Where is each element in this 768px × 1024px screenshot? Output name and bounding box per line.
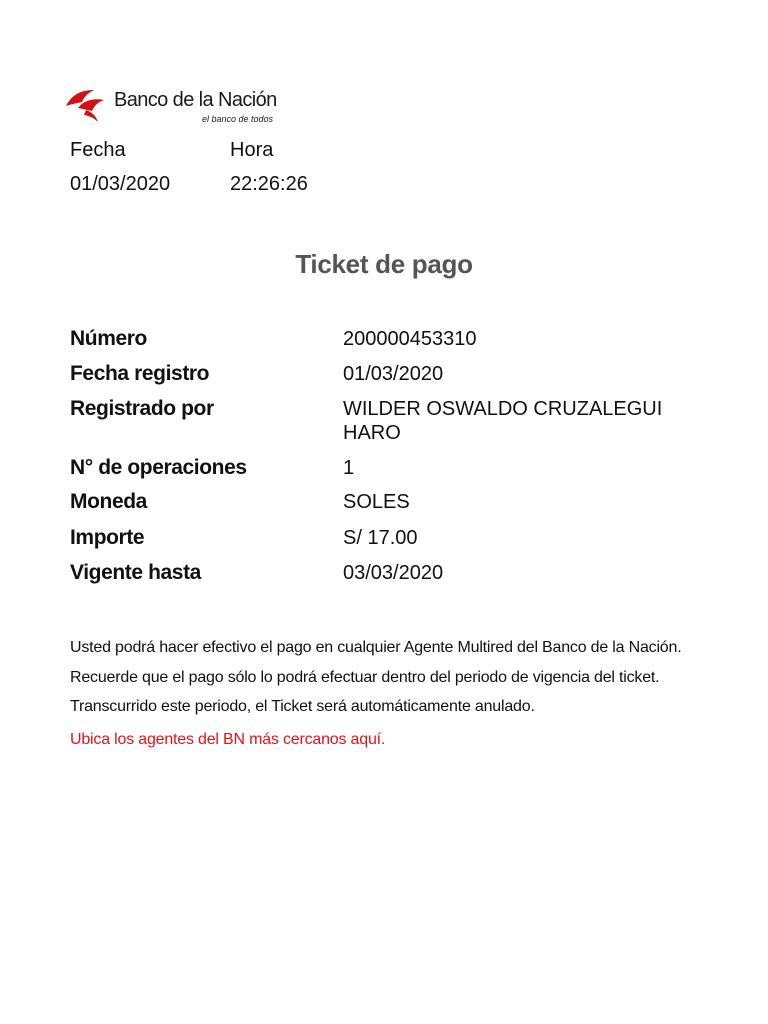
fecha-registro-value: 01/03/2020: [343, 363, 444, 385]
agents-locator-link[interactable]: Ubica los agentes del BN más cercanos aquí.: [70, 731, 386, 748]
bank-name: Banco de la Nación: [114, 89, 277, 111]
ticket-details: [70, 326, 710, 595]
registrado-por-value-line2: HARO: [343, 422, 401, 444]
registrado-por-value: [343, 396, 683, 455]
detail-row-importe: [70, 525, 710, 560]
note-line-3: Transcurrido este periodo, el Ticket será automáticamente anulado.: [70, 698, 535, 715]
numero-value: 200000453310: [343, 328, 477, 350]
detail-row-numero: [70, 326, 710, 361]
moneda-value: SOLES: [343, 491, 410, 513]
page-title: Ticket de pago: [295, 249, 473, 279]
date-value: 01/03/2020: [70, 173, 171, 195]
note-line-2: Recuerde que el pago sólo lo podrá efectuar dentro del periodo de vigencia del ticket.: [70, 669, 660, 686]
importe-value: S/ 17.00: [343, 527, 418, 549]
moneda-label: Moneda: [70, 490, 147, 513]
bank-logo: [64, 84, 294, 130]
fecha-registro-label: Fecha registro: [70, 362, 210, 385]
detail-row-operaciones: [70, 455, 710, 489]
operaciones-value: 1: [343, 457, 355, 479]
registrado-por-label: Registrado por: [70, 397, 214, 420]
detail-row-fecha-registro: [70, 361, 710, 396]
time-value: 22:26:26: [230, 173, 308, 195]
vigente-label: Vigente hasta: [70, 561, 201, 584]
detail-row-moneda: [70, 489, 710, 525]
date-label: Fecha: [70, 139, 126, 161]
detail-row-vigente-hasta: [70, 560, 710, 595]
time-label: Hora: [230, 139, 274, 161]
bank-tagline: el banco de todos: [202, 114, 274, 124]
vigente-value: 03/03/2020: [343, 562, 444, 584]
numero-label: Número: [70, 327, 147, 350]
registrado-por-value-line1: WILDER OSWALDO CRUZALEGUI: [343, 398, 663, 420]
bank-logo-icon: [64, 84, 112, 128]
importe-label: Importe: [70, 526, 145, 549]
detail-row-registrado-por: [70, 396, 710, 455]
operaciones-label: N° de operaciones: [70, 456, 247, 479]
note-line-1: Usted podrá hacer efectivo el pago en cualquier Agente Multired del Banco de la Nación.: [70, 639, 682, 656]
